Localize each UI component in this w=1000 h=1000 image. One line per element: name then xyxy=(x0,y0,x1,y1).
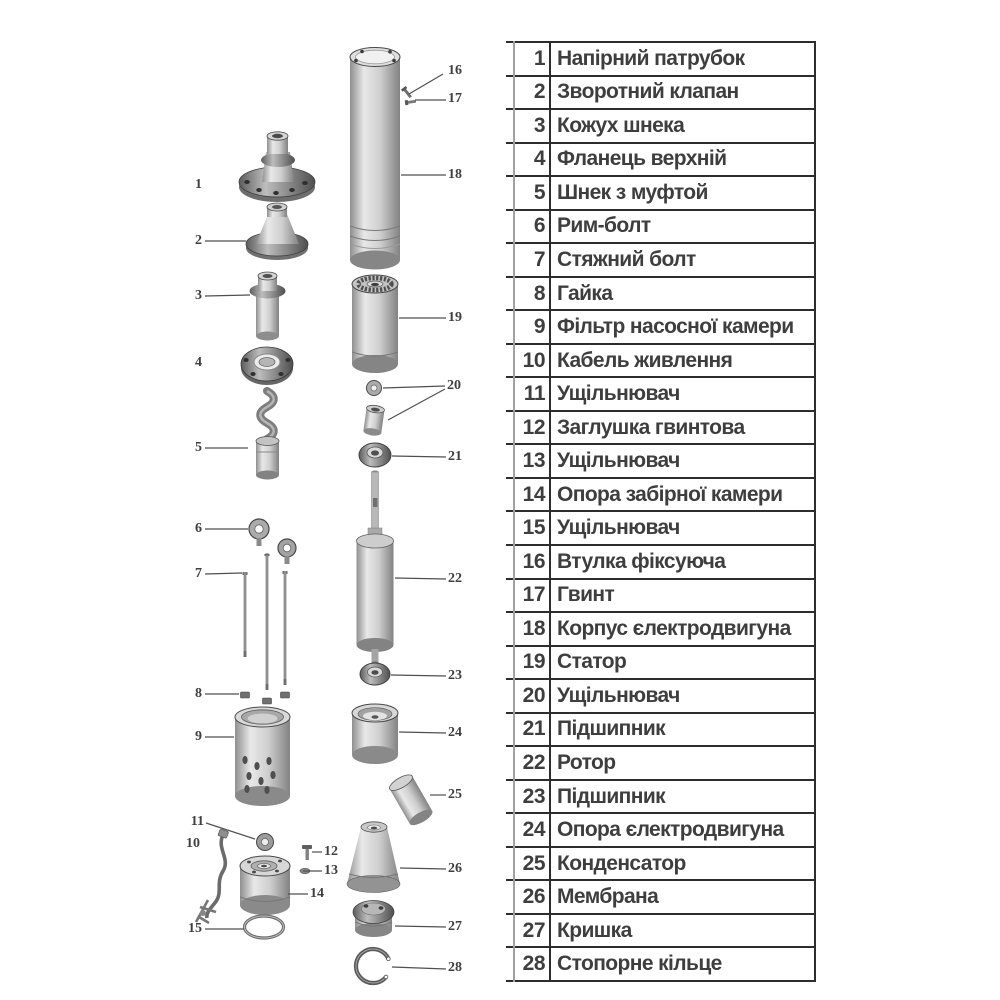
table-row xyxy=(506,412,814,446)
part-number: 10 xyxy=(506,345,551,377)
part-27-cap xyxy=(353,901,394,938)
part-name: Ущільнювач xyxy=(557,516,680,540)
callout-17: 17 xyxy=(448,91,462,106)
callout-12: 12 xyxy=(324,844,338,859)
table-row xyxy=(506,311,814,345)
part-number: 22 xyxy=(506,747,551,779)
part-22-rotor xyxy=(357,470,394,664)
part-number: 17 xyxy=(506,580,551,612)
part-name: Корпус єлектродвигуна xyxy=(557,616,791,640)
table-row xyxy=(506,948,814,982)
part-name: Опора єлектродвигуна xyxy=(557,818,784,842)
part-number: 13 xyxy=(506,445,551,477)
part-number: 6 xyxy=(506,211,551,243)
part-number: 4 xyxy=(506,144,551,176)
part-10-power-cable xyxy=(196,829,229,923)
parts-table xyxy=(506,41,816,982)
part-14-intake-chamber-support xyxy=(240,856,290,915)
part-5-screw-with-coupling xyxy=(256,388,279,480)
part-number: 24 xyxy=(506,814,551,846)
table-row xyxy=(506,714,814,748)
callout-16: 16 xyxy=(448,63,462,78)
callout-2: 2 xyxy=(195,233,202,248)
callout-28: 28 xyxy=(448,960,462,975)
part-15-o-ring xyxy=(245,916,284,938)
callout-8: 8 xyxy=(195,686,202,701)
part-name: Шнек з муфтой xyxy=(557,180,708,204)
leader-lines xyxy=(205,74,446,969)
callout-11: 11 xyxy=(190,814,204,829)
table-row xyxy=(506,747,814,781)
callout-24: 24 xyxy=(448,725,462,740)
part-number: 14 xyxy=(506,479,551,511)
callout-25: 25 xyxy=(448,787,462,802)
part-number: 9 xyxy=(506,311,551,343)
part-1-pressure-pipe xyxy=(239,132,315,202)
part-18-motor-housing xyxy=(350,48,400,270)
part-name: Статор xyxy=(557,650,627,674)
table-row xyxy=(506,680,814,714)
part-name: Стяжний болт xyxy=(557,247,696,271)
table-row xyxy=(506,613,814,647)
table-row xyxy=(506,211,814,245)
part-3-screw-casing xyxy=(250,272,286,341)
part-number: 1 xyxy=(506,43,551,75)
callout-6: 6 xyxy=(195,521,202,536)
part-name: Ущільнювач xyxy=(557,683,680,707)
table-row xyxy=(506,77,814,111)
table-row xyxy=(506,580,814,614)
table-row xyxy=(506,512,814,546)
callout-1: 1 xyxy=(195,177,202,192)
part-number: 15 xyxy=(506,512,551,544)
table-row xyxy=(506,110,814,144)
part-number: 21 xyxy=(506,714,551,746)
part-number: 23 xyxy=(506,781,551,813)
part-name: Кришка xyxy=(557,918,632,942)
part-number: 12 xyxy=(506,412,551,444)
part-12-screw-plug xyxy=(302,845,312,860)
part-name: Підшипник xyxy=(557,717,666,741)
part-name: Кожух шнека xyxy=(557,113,685,137)
table-row xyxy=(506,244,814,278)
table-row xyxy=(506,43,814,77)
part-number: 25 xyxy=(506,848,551,880)
part-name: Ущільнювач xyxy=(557,382,680,406)
table-row xyxy=(506,881,814,915)
part-4-upper-flange xyxy=(241,347,293,385)
callout-22: 22 xyxy=(448,571,462,586)
part-26-membrane xyxy=(347,822,400,893)
part-name: Фланець верхній xyxy=(557,147,727,171)
part-11-seal xyxy=(257,834,274,851)
part-name: Фільтр насосної камери xyxy=(557,315,794,339)
table-row xyxy=(506,479,814,513)
part-name: Стопорне кільце xyxy=(557,952,722,976)
part-24-motor-support xyxy=(352,704,398,764)
part-28-retaining-ring xyxy=(356,949,390,983)
table-row xyxy=(506,445,814,479)
part-name: Підшипник xyxy=(557,784,666,808)
part-2-check-valve xyxy=(246,203,308,260)
part-number: 11 xyxy=(506,378,551,410)
part-number: 2 xyxy=(506,77,551,109)
parts-table-left-border xyxy=(513,41,515,982)
table-row xyxy=(506,647,814,681)
part-name: Конденсатор xyxy=(557,851,686,875)
part-19-stator xyxy=(352,275,398,373)
part-number: 16 xyxy=(506,546,551,578)
part-23-bearing-lower xyxy=(360,663,390,686)
part-number: 28 xyxy=(506,948,551,980)
part-name: Гайка xyxy=(557,281,613,305)
part-name: Гвинт xyxy=(557,583,615,607)
part-number: 26 xyxy=(506,881,551,913)
part-name: Рим-болт xyxy=(557,214,651,238)
table-row xyxy=(506,278,814,312)
callout-10: 10 xyxy=(186,836,200,851)
part-20-seals xyxy=(363,381,385,437)
callout-26: 26 xyxy=(448,861,462,876)
part-name: Заглушка гвинтова xyxy=(557,415,745,439)
table-row xyxy=(506,177,814,211)
callout-9: 9 xyxy=(195,729,202,744)
part-16-17-fixing-screws xyxy=(401,86,416,105)
callout-19: 19 xyxy=(448,310,462,325)
callout-21: 21 xyxy=(448,449,462,464)
part-name: Мембрана xyxy=(557,885,659,909)
part-number: 19 xyxy=(506,647,551,679)
part-name: Напірний патрубок xyxy=(557,46,745,70)
callout-27: 27 xyxy=(448,919,462,934)
callout-18: 18 xyxy=(448,167,462,182)
callout-14: 14 xyxy=(310,886,324,901)
part-number: 7 xyxy=(506,244,551,276)
part-8-nuts xyxy=(241,692,290,704)
part-name: Кабель живлення xyxy=(557,348,733,372)
callout-20: 20 xyxy=(447,378,461,393)
part-number: 18 xyxy=(506,613,551,645)
part-number: 8 xyxy=(506,278,551,310)
part-name: Опора забірної камери xyxy=(557,482,783,506)
table-row xyxy=(506,915,814,949)
table-row xyxy=(506,378,814,412)
part-name: Втулка фіксуюча xyxy=(557,549,726,573)
table-row xyxy=(506,814,814,848)
callout-3: 3 xyxy=(195,288,202,303)
callout-5: 5 xyxy=(195,440,202,455)
table-row xyxy=(506,144,814,178)
part-number: 20 xyxy=(506,680,551,712)
part-number: 3 xyxy=(506,110,551,142)
part-name: Ущільнювач xyxy=(557,449,680,473)
table-row xyxy=(506,848,814,882)
callout-4: 4 xyxy=(195,355,202,370)
part-7-tie-rods xyxy=(243,553,288,690)
callout-7: 7 xyxy=(195,566,202,581)
part-name: Ротор xyxy=(557,751,616,774)
table-row xyxy=(506,546,814,580)
part-number: 27 xyxy=(506,915,551,947)
part-25-capacitor xyxy=(387,772,435,828)
callout-23: 23 xyxy=(448,668,462,683)
callout-15: 15 xyxy=(188,921,202,936)
table-row xyxy=(506,781,814,815)
part-9-pump-chamber-filter xyxy=(235,707,290,806)
part-21-bearing-upper xyxy=(359,443,391,467)
part-name: Зворотний клапан xyxy=(557,80,739,104)
part-number: 5 xyxy=(506,177,551,209)
part-6-eye-bolts xyxy=(249,519,296,564)
table-row xyxy=(506,345,814,379)
callout-13: 13 xyxy=(324,863,338,878)
